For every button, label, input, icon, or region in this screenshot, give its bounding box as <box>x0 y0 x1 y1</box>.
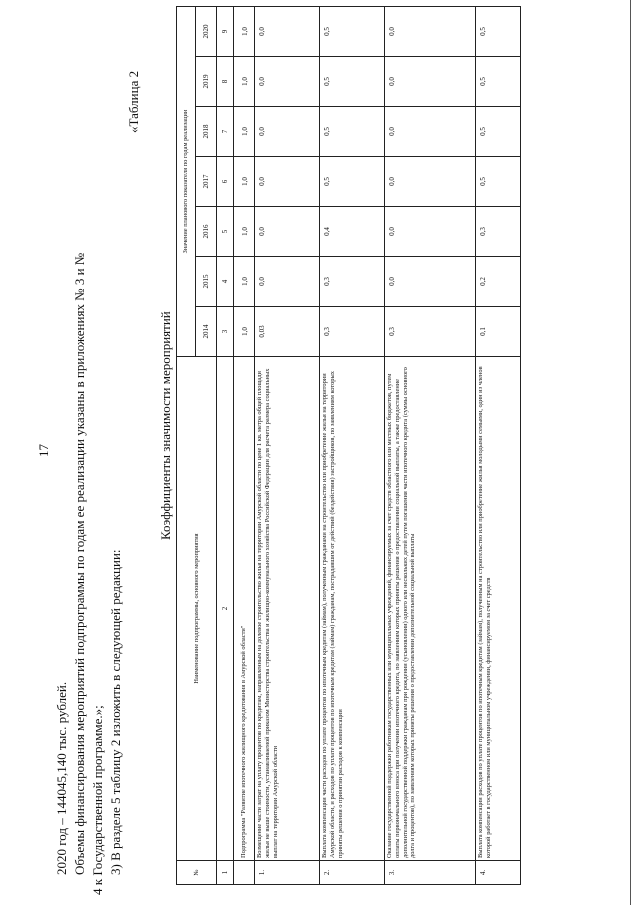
header-year: 2015 <box>196 257 217 307</box>
row-number <box>234 861 255 885</box>
value-cell: 0,1 <box>476 307 521 357</box>
column-number: 9 <box>217 6 234 56</box>
value-cell: 0,0 <box>255 207 320 257</box>
value-cell: 0,0 <box>385 157 476 207</box>
header-values-group: Значение планового показателя по годам реализации <box>177 6 196 356</box>
column-number: 1 <box>217 861 234 885</box>
value-cell: 1,0 <box>234 307 255 357</box>
header-row-1 <box>177 6 196 884</box>
value-cell: 0,5 <box>320 157 385 207</box>
page-number: 17 <box>36 444 51 457</box>
table-row <box>255 6 320 884</box>
text-line-2: Объемы финансирования мероприятий подпрограммы по годам ее реализации указаны в приложениях № 3 и № <box>72 252 87 875</box>
column-number: 8 <box>217 57 234 107</box>
text-line-4: 3) В разделе 5 таблицу 2 изложить в следующей редакции: <box>108 549 123 875</box>
value-cell: 0,5 <box>476 107 521 157</box>
value-cell: 0,3 <box>476 207 521 257</box>
header-year: 2017 <box>196 157 217 207</box>
value-cell: 1,0 <box>234 157 255 207</box>
value-cell: 0,0 <box>255 107 320 157</box>
value-cell: 0,5 <box>320 57 385 107</box>
measure-name: Оказание государственной поддержки работникам государственных или муниципальных учреждений, финансируемых за счет средств областного или местных бюджетов, путем оплаты первоначального взноса при получении ипотечного кредита, по заявлениям которых приняты решения о предоставлении социальной выплаты, а также предоставление дополнительной государственной поддержки гражданам при рождении (усыновлении) одного или нескольких детей путем погашения части ипотечного кредита (суммы основного долга и процентов), по заявлениям которых приняты решения о предоставлении дополнительной социальной выплаты <box>385 357 476 861</box>
value-cell: 0,3 <box>320 257 385 307</box>
column-number: 5 <box>217 207 234 257</box>
value-cell: 0,0 <box>385 107 476 157</box>
value-cell: 0,2 <box>476 257 521 307</box>
subprogram-name: Подпрограмма "Развитие ипотечного жилищного кредитования в Амурской области" <box>234 357 255 861</box>
table-row <box>385 6 476 884</box>
value-cell: 1,0 <box>234 207 255 257</box>
subprogram-row <box>234 6 255 884</box>
column-number: 2 <box>217 357 234 861</box>
value-cell: 0,0 <box>385 207 476 257</box>
value-cell: 0,4 <box>320 207 385 257</box>
value-cell: 1,0 <box>234 6 255 56</box>
table-label: «Таблица 2 <box>126 70 141 133</box>
table-title: Коэффициенты значимости мероприятий <box>158 311 173 540</box>
text-line-3: 4 к Государственной программе.»; <box>90 705 105 895</box>
value-cell: 1,0 <box>234 107 255 157</box>
text-line-1: 2020 год – 144045,140 тыс. рублей. <box>54 681 69 875</box>
value-cell: 1,0 <box>234 257 255 307</box>
value-cell: 0,5 <box>476 157 521 207</box>
header-year: 2018 <box>196 107 217 157</box>
row-number: 3. <box>385 861 476 885</box>
value-cell: 0,3 <box>320 307 385 357</box>
value-cell: 0,0 <box>385 6 476 56</box>
row-number: 4. <box>476 861 521 885</box>
header-year: 2016 <box>196 207 217 257</box>
header-name: Наименование подпрограммы, основного мероприятия <box>177 357 217 861</box>
value-cell: 0,0 <box>385 257 476 307</box>
value-cell: 0,0 <box>385 57 476 107</box>
header-year: 2020 <box>196 6 217 56</box>
value-cell: 0,0 <box>255 157 320 207</box>
value-cell: 0,5 <box>476 57 521 107</box>
value-cell: 0,5 <box>320 6 385 56</box>
header-year: 2019 <box>196 57 217 107</box>
measure-name: Выплата компенсации части расходов по уплате процентов по ипотечным кредитам (займам), полученным гражданами на строительство или приобретение жилья на территории Амурской области, и расходов по уплате процентов по ипотечным кредитам (займам) гражданам, пострадавшим от действий (бездействия) застройщиков, по заявлениям которых приняты решения о принятии расходов к компенсации <box>320 357 385 861</box>
column-number: 3 <box>217 307 234 357</box>
column-number: 7 <box>217 107 234 157</box>
value-cell: 0,03 <box>255 307 320 357</box>
value-cell: 0,0 <box>255 257 320 307</box>
value-cell: 1,0 <box>234 57 255 107</box>
column-number: 6 <box>217 157 234 207</box>
measure-name: Возмещение части затрат на уплату процентов по кредитам, направленным на долевое строительство жилья на территории Амурской области по цене 1 кв. метра общей площади жилья не выше стоимости, устанавливаемой приказом Министерства строительства и жилищно-коммунального хозяйства Российской Федерации для расчета размера социальных выплат на территории Амурской области <box>255 357 320 861</box>
value-cell: 0,0 <box>255 57 320 107</box>
header-row-column-numbers <box>217 6 234 884</box>
column-number: 4 <box>217 257 234 307</box>
table-row <box>320 6 385 884</box>
value-cell: 0,0 <box>255 6 320 56</box>
measure-name: Выплата компенсации расходов по уплате процентов по ипотечным кредитам (займам), полученным на строительство или приобретение жилья молодыми семьями, один из членов которой работает в государственном или муниципальном учреждении, финансируемом за счет средств <box>476 357 521 861</box>
coefficients-table <box>176 6 521 885</box>
row-number: 1. <box>255 861 320 885</box>
header-no: № <box>177 861 217 885</box>
value-cell: 0,5 <box>476 6 521 56</box>
value-cell: 0,5 <box>320 107 385 157</box>
table-row <box>476 6 521 884</box>
value-cell: 0,3 <box>385 307 476 357</box>
row-number: 2. <box>320 861 385 885</box>
header-year: 2014 <box>196 307 217 357</box>
